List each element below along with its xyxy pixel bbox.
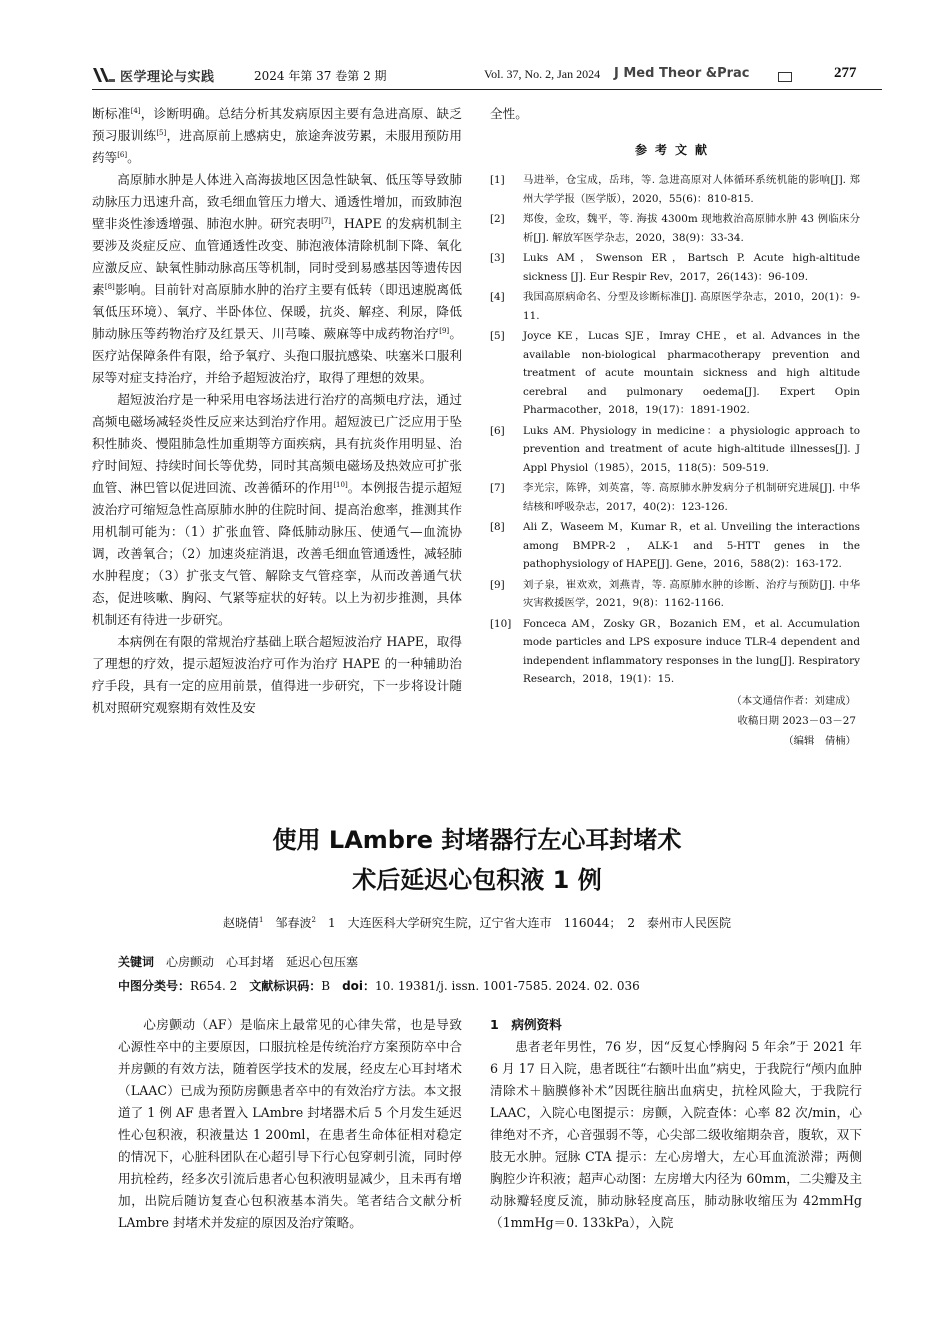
editor-note: （编辑 倩楠）: [783, 734, 856, 747]
citation: [5]: [156, 129, 167, 137]
keywords-line: 关键词 心房颤动 心耳封堵 延迟心包压塞: [118, 955, 359, 969]
reference-item: [6] Luks AM. Physiology in medicine：a physiologic approach to prevention and treatment of acute high-altitude illnesses[J]. J Appl Physiol（1985），2015，118(5)：509-519.: [490, 424, 860, 474]
right-column-bottom: [490, 1014, 862, 1234]
paragraph: 本病例在有限的常规治疗基础上联合超短波治疗 HAPE，取得了理想的疗效，提示超短波治疗可作为治疗 HAPE 的一种辅助治疗手段，具有一定的应用前景，值得进一步研究，下一步将设计随机对照研究观察期有效性及安: [92, 634, 462, 715]
running-header: [92, 64, 882, 90]
reference-item: [2] 郑俊，金玫，魏平，等. 海拔 4300m 现地救治高原肺水肿 43 例临床分析[J]. 解放军医学杂志，2020，38(9)：33-34.: [490, 213, 860, 244]
journal-name-en: J Med Theor &Prac: [614, 66, 750, 81]
title-line-2: 术后延迟心包积液 1 例: [352, 866, 602, 894]
paragraph: 断标准[4]，诊断明确。总结分析其发病原因主要有急进高原、缺乏预习服训练[5]，进高原前上感病史，旅途奔波劳累，未服用预防用药等[6]。: [92, 106, 463, 165]
case-paragraph: 患者老年男性，76 岁，因“反复心悸胸闷 5 年余”于 2021 年 6 月 17 日入院，患者既往“右额叶出血”病史，于我院行“颅内血肿清除术＋脑膜修补术”因既往脑出血病史，抗栓风险大，于我院行 LAAC，入院心电图提示：房颤，入院查体：心率 82 次/min，心律绝对不齐，心音强弱不等，心尖部二级收缩期杂音，腹软，双下肢无水肿。冠脉 CTA 提示：左心房增大，左心耳血流淤滞；两侧胸腔少许积液；超声心动图：左房增大内径为 60mm，二尖瓣及主动脉瓣轻度反流，肺动脉轻度高压，肺动脉收缩压为 42mmHg（1mmHg＝0. 133kPa），入院: [490, 1039, 862, 1230]
author-name: 邹春波: [263, 916, 312, 930]
issue-info-cn: 2024 年第 37 卷第 2 期: [254, 69, 387, 83]
page-number: 277: [834, 65, 857, 81]
journal-logo-icon: [92, 66, 116, 84]
reference-item: [4] 我国高原病命名、分型及诊断标准[J]. 高原医学杂志，2010，20(1)：9-11.: [490, 291, 860, 322]
citation: [9]: [439, 327, 450, 335]
journal-name-cn: 医学理论与实践: [120, 70, 215, 85]
corresponding-author: （本文通信作者：刘建成）: [731, 694, 856, 707]
title-line-1: 使用 LAmbre 封堵器行左心耳封堵术: [272, 826, 682, 854]
section-heading: 1 病例资料: [490, 1017, 562, 1032]
reference-item: [3] Luks AM，Swenson ER，Bartsch P. Acute high-altitude sickness [J]. Eur Respir Rev，2017，26(143)：96-109.: [490, 252, 860, 283]
reference-list: [490, 171, 860, 689]
reference-item: [5] Joyce KE，Lucas SJE，Imray CHE，et al. Advances in the available non-biological pharmacotherapy prevention and treatment of acute mountain sickness and high altitude cerebral and pulmonary oedema[J]. Expert Opin Pharmacother，2018，19(17)：1891-1902.: [490, 330, 860, 416]
author-name: 赵晓倩: [222, 916, 259, 930]
paragraph-continuation: 全性。: [490, 106, 528, 121]
reference-item: [8] Ali Z，Waseem M，Kumar R，et al. Unveiling the interactions among BMPR-2，ALK-1 and 5-HTT genes in the pathophysiology of HAPE[J]. Gene，2016，588(2)：163-172.: [490, 521, 860, 570]
author-line: 赵晓倩$^1$ 邹春波$^2$ 1 大连医科大学研究生院，辽宁省大连市 116044； 2 泰州市人民医院: [222, 916, 732, 930]
citation: [6]: [117, 151, 128, 159]
reference-item: [10] Fonceca AM，Zosky GR，Bozanich EM，et al. Accumulation mode particles and LPS exposure induce TLR-4 dependent and independent inflammatory responses in the lung[J]. Respiratory Research，2018，19(1)：15.: [490, 617, 860, 685]
citation: [4]: [130, 107, 141, 115]
paragraph: 超短波治疗是一种采用电容场法进行治疗的高频电疗法，通过高频电磁场减轻炎性反应来达到治疗作用。超短波已广泛应用于坠积性肺炎、慢阻肺急性加重期等方面疾病，具有抗炎作用明显、治疗时间短、持续时间长等优势，同时其高频电磁场及热效应可扩张血管、淋巴管以促进回流、改善循环的作用[10]。本例报告提示超短波治疗可缩短急性高原肺水肿的住院时间、提高治愈率，推测其作用机制可能为：（1）扩张血管、降低肺动脉压、使通气—血流协调，改善氧合；（2）加速炎症消退，改善毛细血管通透性，减轻肺水肿程度；（3）扩张支气管、解除支气管痉挛，从而改善通气状态，促进咳嗽、胸闷、气紧等症状的好转。以上为初步推测，具体机制还有待进一步研究。: [92, 392, 463, 627]
affiliations: 1 大连医科大学研究生院，辽宁省大连市 116044； 2 泰州市人民医院: [315, 916, 732, 930]
right-column-top: [490, 103, 860, 751]
reference-item: [9] 刘子泉，崔欢欢，刘燕青，等. 高原肺水肿的诊断、治疗与预防[J]. 中华灾害救援医学，2021，9(8)：1162-1166.: [490, 578, 860, 609]
citation: [10]: [333, 481, 348, 489]
left-column-top: [92, 103, 462, 719]
article-title: [92, 820, 862, 900]
reference-item: [7] 李光宗，陈铧，刘英富，等. 高原肺水肿发病分子机制研究进展[J]. 中华结核和呼吸杂志，2017，40(2)：123-126.: [490, 482, 860, 513]
left-column-bottom: [118, 1014, 462, 1234]
reference-item: [1] 马进举，仓宝成，岳玮，等. 急进高原对人体循环系统机能的影响[J]. 郑州大学学报（医学版），2020，55(6)：810-815.: [490, 174, 860, 205]
intro-paragraph: 心房颤动（AF）是临床上最常见的心律失常，也是导致心源性卒中的主要原因，口服抗栓是传统治疗方案预防卒中合并房颤的有效方法，随着医学技术的发展，经皮左心耳封堵术（LAAC）已成为预防房颤患者卒中的有效治疗方法。本文报道了 1 例 AF 患者置入 LAmbre 封堵器术后 5 个月发生延迟性心包积液，积液量达 1 200ml，在患者生命体征相对稳定的情况下，心脏科团队在心超引导下行心包穿刺引流，同时停用抗栓药，经多次引流后患者心包积液明显减少，且未再有增加，出院后随访复查心包积液基本消失。笔者结合文献分析 LAmbre 封堵术并发症的原因及治疗策略。: [118, 1017, 462, 1230]
issue-info-en: Vol. 37, No. 2, Jan 2024: [484, 67, 601, 81]
references-heading: 参考文献: [634, 143, 715, 157]
citation: [7]: [321, 217, 332, 225]
classification-line: 中图分类号：R654. 2 文献标识码：B doi：10. 19381/j. issn. 1001-7585. 2024. 02. 036: [118, 979, 640, 993]
paragraph: 高原肺水肿是人体进入高海拔地区因急性缺氧、低压等导致肺动脉压力迅速升高，致毛细血管压力增大、通透性增加，而致肺泡壁非炎性渗透增强、肺泡水肿。研究表明[7]，HAPE 的发病机制主要涉及炎症反应、血管通透性改变、肺泡液体清除机制下降、氧化应激反应、缺氧性肺动脉高压等机制，同时受到易感基因等遗传因素[8]影响。目前针对高原肺水肿的治疗主要有低转（即迅速脱离低氧低压环境）、氧疗、半卧体位、保暖，抗炎、解痉、利尿，降低肺动脉压等药物治疗及红景天、川芎嗪、蕨麻等中成药物治疗[9]。医疗站保障条件有限，给予氧疗、头孢口服抗感染、呋塞米口服利尿等对症支持治疗，并给予超短波治疗，取得了理想的效果。: [92, 172, 463, 385]
received-date: 收稿日期 2023－03－27: [737, 714, 856, 727]
citation: [8]: [104, 283, 115, 291]
doi: 10. 19381/j. issn. 1001-7585. 2024. 02. 036: [375, 979, 640, 993]
header-box-icon: [778, 72, 792, 82]
